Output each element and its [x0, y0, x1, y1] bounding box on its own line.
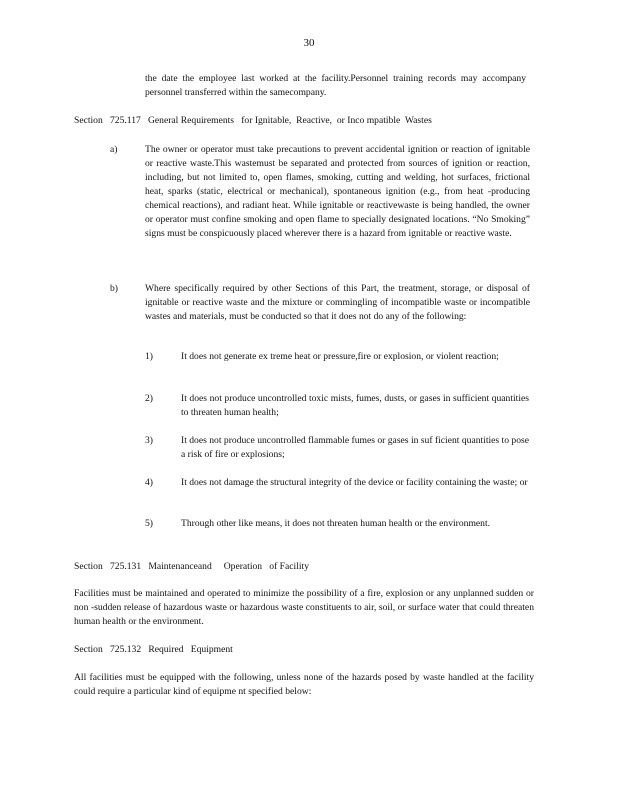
- intro-continuation-paragraph: [145, 72, 526, 100]
- subitem-5-paragraph: [181, 517, 529, 531]
- page-number: 30: [303, 37, 315, 49]
- section-725-131-text: Facilities must be maintained and operated to minimize the possibility of a fire, explosion or any unplanned sudden or non -sudden release of hazardous waste or hazardous waste constituents to air, soil, or surface water that could threaten human health or the environment.: [74, 588, 534, 627]
- item-a-text: The owner or operator must take precautions to prevent accidental ignition or reaction of ignitable or reactive waste.This wastemust be separated and protected from sources of ignition or reaction, including, but not limited to, open flames, smoking, cutting and welding, hot surfaces, frictional heat, sparks (static, electrical or mechanical), spontaneous ignition (e.g., from heat -producing chemical reactions), and radiant heat. While ignitable or reactivewaste is being handled, the owner or operator must confine smoking and open flame to specially designated locations. “No Smoking” signs must be conspicuously placed wherever there is a hazard from ignitable or reactive waste.: [145, 144, 530, 239]
- subitem-4-marker: 4): [145, 477, 153, 488]
- subitem-2-paragraph: [181, 392, 529, 420]
- subitem-1-text: It does not generate ex treme heat or pressure,fire or explosion, or violent reaction;: [181, 351, 499, 362]
- item-a-paragraph: [145, 143, 530, 241]
- subitem-3-text: It does not produce uncontrolled flammable fumes or gases in suf ficient quantities to pose a risk of fire or explosions;: [181, 435, 529, 460]
- item-b-text: Where specifically required by other Sections of this Part, the treatment, storage, or disposal of ignitable or reactive waste and the mixture or commingling of incompatible waste or incompatible wastes and materials, must be conducted so that it does not do any of the following:: [145, 283, 530, 322]
- section-725-131-paragraph: [74, 587, 534, 629]
- item-b-marker: b): [110, 283, 118, 294]
- subitem-4-text: It does not damage the structural integrity of the device or facility containing the waste; or: [181, 477, 528, 488]
- section-725-132-heading: Section 725.132 Required Equipment: [74, 644, 233, 655]
- item-b-paragraph: [145, 282, 530, 324]
- section-725-131-heading: Section 725.131 Maintenanceand Operation of Facility: [74, 561, 309, 572]
- section-725-117-heading: Section 725.117 General Requirements for Ignitable, Reactive, or Inco mpatible Wastes: [74, 115, 432, 126]
- subitem-3-paragraph: [181, 434, 529, 462]
- section-725-132-paragraph: [74, 671, 534, 699]
- subitem-5-text: Through other like means, it does not threaten human health or the environment.: [181, 518, 491, 529]
- item-a-marker: a): [110, 144, 118, 155]
- subitem-2-text: It does not produce uncontrolled toxic mists, fumes, dusts, or gases in sufficient quantities to threaten human health;: [181, 393, 529, 418]
- subitem-5-marker: 5): [145, 518, 153, 529]
- subitem-4-paragraph: [181, 476, 529, 490]
- subitem-1-paragraph: [181, 350, 529, 364]
- subitem-2-marker: 2): [145, 393, 153, 404]
- intro-continuation-text: the date the employee last worked at the facility.Personnel training records may accompany personnel transferred within the samecompany.: [145, 73, 526, 98]
- subitem-3-marker: 3): [145, 435, 153, 446]
- section-725-132-text: All facilities must be equipped with the following, unless none of the hazards posed by waste handled at the facility could require a particular kind of equipme nt specified below:: [74, 672, 534, 697]
- subitem-1-marker: 1): [145, 351, 153, 362]
